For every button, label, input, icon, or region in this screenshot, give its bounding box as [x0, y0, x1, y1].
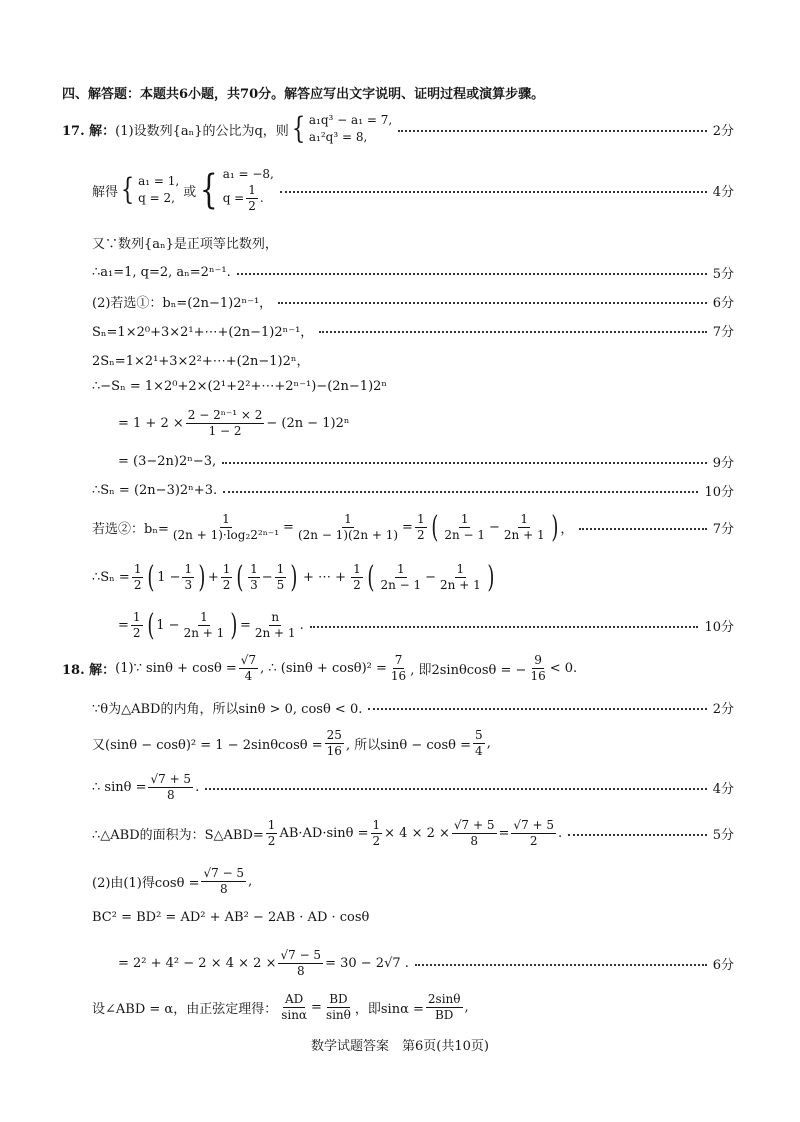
fraction: $\frac{1}{2}$: [353, 562, 361, 592]
fraction: $\frac{√7 + 5}{8}$: [150, 772, 192, 802]
fraction: $\frac{7}{16}$: [390, 653, 407, 683]
fraction: $\frac{1}{2n - 1}$: [380, 562, 422, 592]
fraction: $\frac{n}{2n + 1}$: [254, 610, 296, 640]
score: 10分: [704, 620, 734, 635]
q18-line-7: BC² = BD² = AD² + AB² − 2AB · AD · cosθ: [92, 910, 370, 925]
q17-line-14: = $\frac{1}{2}$ ( 1 − $\frac{1}{2n + 1}$ ) = $\frac{n}{2n + 1}$ . 10分: [118, 607, 734, 643]
q17-line-2: 解得 { a₁ = 1, q = 2, 或 { a₁ = −8, q = $\frac{1}{2}$ . 4分: [92, 167, 734, 213]
score: 2分: [712, 123, 734, 139]
score: 6分: [712, 958, 734, 973]
score: 2分: [712, 702, 734, 717]
score: 7分: [712, 522, 734, 537]
q17-line-8: ∴−Sₙ = 1×2⁰+2×(2¹+2²+⋯+2ⁿ⁻¹)−(2n−1)2ⁿ: [92, 379, 388, 394]
leader-dots: [278, 301, 707, 304]
score: 9分: [712, 456, 734, 471]
brace: {: [291, 111, 306, 146]
fraction: $\frac{√7}{4}$: [240, 653, 257, 683]
leader-dots: [579, 527, 706, 530]
system-2b: a₁ = −8, q = $\frac{1}{2}$ .: [222, 167, 274, 213]
q17-line-11: ∴Sₙ = (2n−3)2ⁿ+3. 10分: [92, 483, 734, 500]
leader-dots: [237, 272, 707, 275]
fraction: $\frac{1}{2n - 1}$: [444, 512, 485, 542]
fraction: $\frac{1}{5}$: [276, 562, 285, 592]
q18-line-8: = 2² + 4² − 2 × 4 × 2 × $\frac{√7 - 5}{8}$ = 30 − 2√7 . 6分: [118, 948, 734, 978]
fraction: $\frac{\text{2 − 2ⁿ⁻¹ × 2}}{1 - 2}$: [187, 408, 263, 438]
leader-dots: [223, 490, 698, 493]
q17-line-7: 2Sₙ=1×2¹+3×2²+⋯+(2n−1)2ⁿ，: [92, 354, 310, 369]
fraction: $\frac{1}{3}$: [184, 562, 193, 592]
fraction: $\frac{1}{2n + 1}$: [440, 562, 481, 592]
leader-dots: [415, 963, 707, 966]
leader-dots: [310, 625, 699, 628]
q17-line-10: = (3−2n)2ⁿ−3, 9分: [118, 454, 734, 471]
fraction: $\frac{1}{2n + 1}$: [183, 610, 225, 640]
q17-line-9: = 1 + 2 × $\frac{\text{2 − 2ⁿ⁻¹ × 2}}{1 - 2}$ − (2n − 1)2ⁿ: [118, 408, 350, 438]
leader-dots: [368, 707, 706, 710]
score: 5分: [712, 267, 734, 282]
q18-line-6: (2)由(1)得cosθ = $\frac{√7 - 5}{8}$ ,: [92, 866, 253, 896]
q18-line-4: ∴ sinθ = $\frac{√7 + 5}{8}$ . 4分: [92, 772, 734, 802]
score: 5分: [712, 828, 734, 843]
fraction: $\frac{√7 - 5}{8}$: [280, 948, 322, 978]
leader-dots: [319, 330, 706, 333]
q18-line-9: 设∠ABD = α，由正弦定理得： $\frac{AD}{\sin\alpha}$ = $\frac{BD}{\sin\theta}$ ，即sinα = $\frac{2\sin\theta}{BD}$ ,: [92, 992, 469, 1022]
q17-line-4: ∴a₁=1, q=2, aₙ=2ⁿ⁻¹. 5分: [92, 265, 734, 282]
score: 7分: [712, 325, 734, 340]
brace: {: [120, 172, 135, 207]
q17-line-13: ∴Sₙ = $\frac{1}{2}$ ( 1 − $\frac{1}{3}$ ) + $\frac{1}{2}$ ( $\frac{1}{3}$ − $\frac{1}{5}$ ) + ⋯ + $\frac{1}{2}$ ( $\frac{1}{2n - 1}$ − $\frac{1}{2n + 1}$ ): [92, 559, 495, 595]
fraction: $\frac{BD}{\sin\theta}$: [325, 992, 351, 1022]
fraction: $\frac{2\sin\theta}{BD}$: [427, 992, 461, 1022]
fraction: $\frac{AD}{\sin\alpha}$: [281, 992, 308, 1022]
fraction: $\frac{1}{2}$: [416, 512, 425, 542]
section-heading: 四、解答题：本题共6小题，共70分。解答应写出文字说明、证明过程或演算步骤。: [62, 87, 545, 102]
fraction: $\frac{25}{16}$: [326, 728, 342, 758]
q17-line-12: 若选②：bₙ= $\frac{1}{\text{(2n + 1)·log₂2²ⁿ⁻¹}}$ = $\frac{1}{(2n - 1)(2n + 1)}$ = $\frac{1}{2}$ ( $\frac{1}{2n - 1}$ − $\frac{1}{2n + 1}$ ) ， 7分: [92, 509, 734, 545]
page-footer: 数学试题答案 第6页(共10页): [311, 1039, 489, 1054]
fraction: $\frac{5}{4}$: [475, 728, 483, 758]
fraction: $\frac{1}{2}$: [267, 818, 276, 848]
q17-line-1: 17. 解： (1)设数列{aₙ}的公比为q，则 { a₁q³ − a₁ = 7, a₁²q³ = 8, 2分: [62, 111, 734, 146]
fraction: $\frac{1}{3}$: [250, 562, 258, 592]
fraction: $\frac{1}{(2n - 1)(2n + 1)}$: [297, 512, 399, 542]
q17-line-5: (2)若选①：bₙ=(2n−1)2ⁿ⁻¹， 6分: [92, 292, 734, 311]
q18-line-3: 又(sinθ − cosθ)² = 1 − 2sinθcosθ = $\frac{25}{16}$ , 所以sinθ − cosθ = $\frac{5}{4}$ ,: [92, 728, 491, 758]
q17-line-3: 又∵数列{aₙ}是正项等比数列，: [92, 237, 278, 252]
leader-dots: [205, 787, 707, 790]
system-2a: a₁ = 1, q = 2,: [138, 174, 180, 205]
fraction: $\frac{1}{2}$: [133, 562, 142, 592]
fraction: $\frac{√7 + 5}{8}$: [453, 818, 495, 848]
leader-dots: [398, 129, 707, 132]
q18-line-2: ∵θ为△ABD的内角，所以sinθ > 0, cosθ < 0. 2分: [92, 698, 734, 717]
brace: {: [200, 167, 218, 213]
fraction: $\frac{1}{2}$: [248, 183, 256, 213]
system-1: a₁q³ − a₁ = 7, a₁²q³ = 8,: [308, 113, 393, 144]
q18-line-1: 18. 解： (1)∵ sinθ + cosθ = $\frac{√7}{4}$ , ∴ (sinθ + cosθ)² = $\frac{7}{16}$ , 即2sinθcosθ = − $\frac{9}{16}$ < 0.: [62, 653, 578, 683]
q18-line-5: ∴△ABD的面积为：S△ABD= $\frac{1}{2}$ AB·AD·sinθ = $\frac{1}{2}$ × 4 × 2 × $\frac{√7 + 5}{8}$ = $\frac{√7 + 5}{2}$ . 5分: [92, 818, 734, 848]
fraction: $\frac{1}{2}$: [372, 818, 381, 848]
score: 4分: [712, 782, 734, 797]
score: 4分: [712, 184, 734, 200]
fraction: $\frac{1}{2}$: [222, 562, 231, 592]
score: 10分: [704, 485, 734, 500]
fraction: $\frac{1}{2}$: [132, 610, 141, 640]
fraction: $\frac{√7 - 5}{8}$: [203, 866, 245, 896]
fraction: $\frac{1}{\text{(2n + 1)·log₂2²ⁿ⁻¹}}$: [172, 512, 280, 542]
fraction: $\frac{1}{2n + 1}$: [503, 512, 545, 542]
fraction: $\frac{9}{16}$: [530, 653, 546, 683]
q17-label: 17. 解：: [62, 123, 116, 139]
q17-line-6: Sₙ=1×2⁰+3×2¹+⋯+(2n−1)2ⁿ⁻¹， 7分: [92, 321, 734, 340]
q18-label: 18. 解：: [62, 663, 116, 678]
fraction: $\frac{√7 + 5}{2}$: [513, 818, 555, 848]
leader-dots: [568, 833, 707, 836]
leader-dots: [222, 461, 707, 464]
leader-dots: [280, 190, 707, 193]
score: 6分: [712, 296, 734, 311]
